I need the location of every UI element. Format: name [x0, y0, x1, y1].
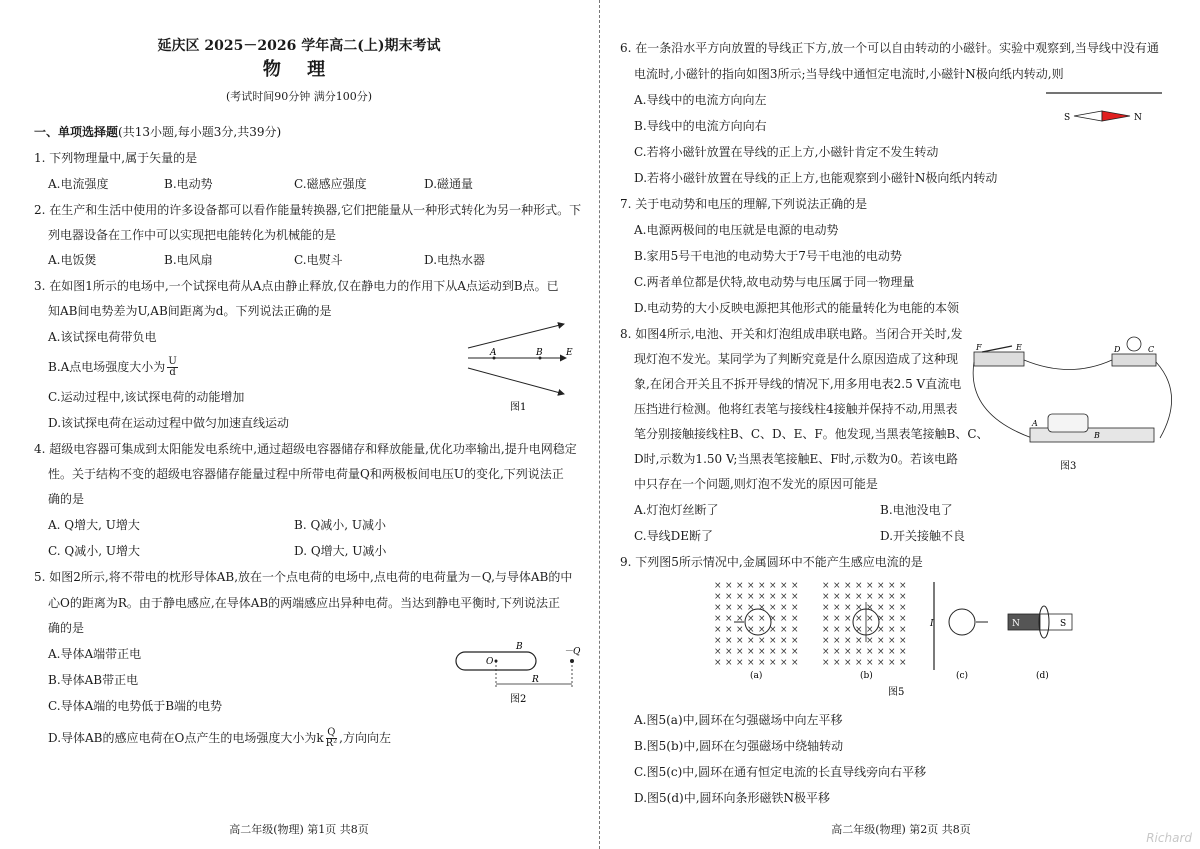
q5-fraction — [326, 728, 338, 749]
field-cross-mark: × — [888, 647, 896, 657]
label-s: S — [1064, 113, 1071, 123]
field-cross-mark: × — [791, 636, 799, 646]
field-cross-mark: × — [758, 625, 766, 635]
exam-info: (考试时间90分钟 满分100分) — [225, 90, 373, 103]
page-divider — [599, 0, 600, 849]
field-cross-mark: × — [888, 614, 896, 624]
field-cross-mark: × — [780, 592, 788, 602]
field-cross-mark: × — [758, 592, 766, 602]
q9-stem: 9. 下列图5所示情况中,金属圆环中不能产生感应电流的是 — [620, 555, 923, 569]
q5-option-c: C.导体A端的电势低于B端的电势 — [48, 699, 223, 713]
q2-option-d: D.电热水器 — [424, 253, 486, 267]
field-cross-mark: × — [877, 658, 885, 668]
label-e: E — [566, 348, 573, 358]
q4-option-a: A. Q增大, U增大 — [48, 518, 140, 532]
field-cross-mark: × — [855, 658, 863, 668]
q7-option-c: C.两者单位都是伏特,故电动势与电压属于同一物理量 — [634, 275, 915, 289]
field-cross-mark: × — [736, 625, 744, 635]
field-cross-mark: × — [855, 614, 863, 624]
field-cross-mark: × — [822, 625, 830, 635]
q9-option-a: A.图5(a)中,圆环在匀强磁场中向左平移 — [634, 713, 843, 727]
field-cross-mark: × — [833, 581, 841, 591]
field-cross-mark: × — [725, 592, 733, 602]
label-c: C — [1148, 345, 1155, 354]
q5-stem-1: 5. 如图2所示,将不带电的枕形导体AB,放在一个点电荷的电场中,点电荷的电荷量为－Q,与导体AB的中 — [34, 570, 573, 584]
field-cross-mark: × — [714, 636, 722, 646]
field-cross-mark: × — [877, 647, 885, 657]
field-cross-mark: × — [725, 647, 733, 657]
q2-option-b: B.电风扇 — [164, 253, 213, 267]
field-cross-mark: × — [855, 625, 863, 635]
field-cross-mark: × — [899, 581, 907, 591]
q3-option-b — [48, 355, 180, 379]
q3-stem-2: 知AB间电势差为U,AB间距离为d。下列说法正确的是 — [48, 304, 332, 318]
magnet-south — [1040, 614, 1072, 630]
battery — [1048, 414, 1088, 432]
field-cross-mark: × — [866, 658, 874, 668]
q3-option-c: C.运动过程中,该试探电荷的动能增加 — [48, 390, 245, 404]
field-cross-mark: × — [758, 647, 766, 657]
field-cross-mark: × — [791, 625, 799, 635]
figure-5-label: 图5 — [888, 687, 905, 698]
field-cross-mark: × — [855, 592, 863, 602]
field-cross-mark: × — [736, 581, 744, 591]
q5-option-a: A.导体A端带正电 — [48, 647, 142, 661]
q3-fraction-den: d — [169, 367, 176, 378]
field-cross-mark: × — [747, 592, 755, 602]
q6-option-b: B.导线中的电流方向向右 — [634, 119, 767, 133]
circuit-figure — [970, 334, 1198, 476]
field-cross-mark: × — [769, 603, 777, 613]
q9-option-c: C.图5(c)中,圆环在通有恒定电流的长直导线旁向右平移 — [634, 765, 927, 779]
field-cross-mark: × — [725, 636, 733, 646]
figure-1-field-lines — [462, 318, 580, 414]
field-cross-mark: × — [736, 636, 744, 646]
field-cross-mark: × — [855, 636, 863, 646]
field-cross-mark: × — [899, 636, 907, 646]
field-cross-mark: × — [844, 625, 852, 635]
q2-stem-2: 列电器设备在工作中可以实现把电能转化为机械能的是 — [48, 228, 337, 242]
field-cross-mark: × — [844, 647, 852, 657]
field-cross-mark: × — [758, 603, 766, 613]
field-cross-mark: × — [725, 603, 733, 613]
field-cross-mark: × — [877, 592, 885, 602]
compass-needle-figure — [1046, 88, 1164, 130]
field-cross-mark: × — [888, 581, 896, 591]
field-cross-mark: × — [769, 614, 777, 624]
field-cross-mark: × — [725, 658, 733, 668]
field-cross-mark: × — [899, 592, 907, 602]
field-cross-mark: × — [769, 625, 777, 635]
field-line-lower — [468, 368, 564, 394]
field-cross-mark: × — [822, 647, 830, 657]
caption-d: (d) — [1036, 671, 1049, 681]
q9-option-d: D.图5(d)中,圆环向条形磁铁N极平移 — [634, 791, 831, 805]
field-cross-mark: × — [833, 658, 841, 668]
field-cross-mark: × — [822, 581, 830, 591]
q8-stem-4: 压挡进行检测。他将红表笔与接线柱4接触并保持不动,用黑表 — [634, 402, 958, 416]
caption-c: (c) — [956, 671, 969, 681]
q5-option-d-tail: ,方向向左 — [339, 731, 391, 745]
field-cross-mark: × — [833, 603, 841, 613]
field-cross-mark: × — [714, 625, 722, 635]
q1-option-b: B.电动势 — [164, 177, 213, 191]
q8-stem-7: 中只存在一个问题,则灯泡不发光的原因可能是 — [634, 477, 878, 491]
q5-fraction-num: Q — [327, 727, 336, 738]
q8-stem-6: D时,示数为1.50 V;当黑表笔接触E、F时,示数为0。若该电路 — [634, 452, 959, 466]
label-q: －Q — [564, 647, 581, 657]
field-cross-mark: × — [822, 658, 830, 668]
field-cross-mark: × — [844, 603, 852, 613]
q5-fraction-den: R² — [325, 738, 338, 749]
label-b: B — [536, 348, 543, 358]
label-a: A — [490, 348, 497, 358]
q8-option-b: B.电池没电了 — [880, 503, 953, 517]
wire-cb — [1156, 362, 1172, 438]
field-cross-mark: × — [747, 647, 755, 657]
field-cross-mark: × — [747, 636, 755, 646]
q3-option-b-text: B.A点电场强度大小为 — [48, 360, 166, 374]
field-cross-mark: × — [833, 614, 841, 624]
field-cross-mark: × — [822, 592, 830, 602]
field-cross-mark: × — [780, 581, 788, 591]
label-o: O — [486, 657, 494, 667]
field-cross-mark: × — [758, 614, 766, 624]
right-page — [602, 0, 1200, 849]
q1-option-c: C.磁感应强度 — [294, 177, 367, 191]
field-cross-mark: × — [758, 581, 766, 591]
q8-stem-2: 现灯泡不发光。某同学为了判断究竟是什么原因造成了这种现 — [634, 352, 959, 366]
field-cross-mark: × — [791, 581, 799, 591]
field-cross-mark: × — [747, 614, 755, 624]
label-current: I — [930, 619, 934, 629]
q4-stem-1: 4. 超级电容器可集成到太阳能发电系统中,通过超级电容器储存和释放能量,优化功率输出,提升电网稳定 — [34, 442, 577, 456]
field-cross-mark: × — [899, 614, 907, 624]
field-cross-mark: × — [833, 592, 841, 602]
q3-option-a: A.该试探电荷带负电 — [48, 330, 157, 344]
field-cross-mark: × — [747, 625, 755, 635]
field-cross-mark: × — [736, 614, 744, 624]
field-cross-mark: × — [736, 592, 744, 602]
field-cross-mark: × — [888, 636, 896, 646]
field-cross-mark: × — [877, 636, 885, 646]
field-cross-mark: × — [780, 603, 788, 613]
q7-stem: 7. 关于电动势和电压的理解,下列说法正确的是 — [620, 197, 868, 211]
field-cross-mark: × — [866, 592, 874, 602]
figure-5 — [710, 578, 1094, 700]
q6-stem-1: 6. 在一条沿水平方向放置的导线正下方,放一个可以自由转动的小磁针。实验中观察到,当导线中没有通 — [620, 41, 1159, 55]
field-cross-mark: × — [855, 581, 863, 591]
exam-title: 延庆区 2025－2026 学年高二(上)期末考试 — [157, 38, 441, 54]
q8-stem-1: 8. 如图4所示,电池、开关和灯泡组成串联电路。当闭合开关时,发 — [620, 327, 963, 341]
field-cross-mark: × — [888, 603, 896, 613]
left-page — [0, 0, 598, 849]
q1-option-d: D.磁通量 — [424, 177, 474, 191]
q8-option-a: A.灯泡灯丝断了 — [634, 503, 719, 517]
field-cross-mark: × — [714, 581, 722, 591]
field-cross-mark: × — [725, 614, 733, 624]
field-cross-mark: × — [833, 636, 841, 646]
q1-stem: 1. 下列物理量中,属于矢量的是 — [34, 151, 198, 165]
field-cross-mark: × — [899, 647, 907, 657]
caption-b: (b) — [860, 671, 873, 681]
field-cross-mark: × — [791, 603, 799, 613]
field-cross-mark: × — [866, 625, 874, 635]
field-cross-mark: × — [888, 658, 896, 668]
q7-option-d: D.电动势的大小反映电源把其他形式的能量转化为电能的本领 — [634, 301, 960, 315]
label-r: R — [532, 675, 539, 685]
field-cross-mark: × — [769, 592, 777, 602]
field-cross-mark: × — [714, 658, 722, 668]
needle-north — [1102, 111, 1130, 121]
switch-base — [974, 352, 1024, 366]
field-cross-mark: × — [877, 614, 885, 624]
field-cross-mark: × — [736, 603, 744, 613]
q4-stem-3: 确的是 — [48, 492, 85, 506]
watermark: Richard — [1146, 831, 1192, 845]
label-n: N — [1134, 113, 1142, 123]
field-cross-mark: × — [855, 603, 863, 613]
q1-option-a: A.电流强度 — [48, 177, 109, 191]
field-cross-mark: × — [833, 625, 841, 635]
field-cross-mark: × — [877, 581, 885, 591]
field-cross-mark: × — [725, 581, 733, 591]
q5-option-d — [48, 726, 391, 750]
q8-stem-3: 象,在闭合开关且不拆开导线的情况下,用多用电表2.5 V直流电 — [634, 377, 962, 391]
field-cross-mark: × — [758, 636, 766, 646]
field-cross-mark: × — [769, 636, 777, 646]
field-cross-mark: × — [855, 647, 863, 657]
label-f: F — [976, 343, 982, 352]
switch-lever — [982, 346, 1012, 352]
field-cross-mark: × — [866, 614, 874, 624]
field-cross-mark: × — [866, 636, 874, 646]
field-cross-mark: × — [822, 636, 830, 646]
wire-fa — [973, 362, 1032, 438]
section-heading — [34, 124, 281, 140]
field-cross-mark: × — [791, 592, 799, 602]
q3-fraction-num: U — [168, 356, 177, 367]
q7-option-b: B.家用5号干电池的电动势大于7号干电池的电动势 — [634, 249, 902, 263]
label-n: N — [1012, 619, 1020, 629]
figure-3-label: 图3 — [1060, 461, 1077, 472]
q6-option-d: D.若将小磁针放置在导线的正上方,也能观察到小磁针N极向纸内转动 — [634, 171, 998, 185]
q5-option-b: B.导体AB带正电 — [48, 673, 139, 687]
needle-south — [1074, 111, 1102, 121]
field-cross-mark: × — [758, 658, 766, 668]
caption-a: (a) — [750, 671, 763, 681]
q8-option-d: D.开关接触不良 — [880, 529, 966, 543]
label-e: E — [1016, 343, 1022, 352]
field-cross-mark: × — [822, 603, 830, 613]
field-cross-mark: × — [844, 614, 852, 624]
q5-stem-3: 确的是 — [48, 621, 85, 635]
field-cross-mark: × — [877, 603, 885, 613]
q4-option-d: D. Q增大, U减小 — [294, 544, 387, 558]
field-cross-mark: × — [747, 603, 755, 613]
subject-title: 物 理 — [262, 59, 336, 80]
field-cross-mark: × — [899, 625, 907, 635]
field-cross-mark: × — [791, 647, 799, 657]
q6-option-c: C.若将小磁针放置在导线的正上方,小磁针肯定不发生转动 — [634, 145, 939, 159]
section-title: 一、单项选择题 — [34, 125, 119, 139]
figure-2-label: 图2 — [510, 694, 527, 705]
label-d: D — [1114, 345, 1121, 354]
field-cross-mark: × — [714, 647, 722, 657]
field-cross-mark: × — [822, 614, 830, 624]
field-cross-mark: × — [714, 592, 722, 602]
field-cross-mark: × — [844, 581, 852, 591]
magnetic-field-grid-b — [822, 581, 907, 668]
label-s: S — [1060, 619, 1067, 629]
q2-stem-1: 2. 在生产和生活中使用的许多设备都可以看作能量转换器,它们把能量从一种形式转化为另一种形式。下 — [34, 203, 582, 217]
field-cross-mark: × — [736, 658, 744, 668]
field-cross-mark: × — [736, 647, 744, 657]
field-cross-mark: × — [844, 636, 852, 646]
q7-option-a: A.电源两极间的电压就是电源的电动势 — [634, 223, 839, 237]
field-cross-mark: × — [866, 581, 874, 591]
label-a: A — [1032, 419, 1038, 428]
field-cross-mark: × — [780, 658, 788, 668]
field-cross-mark: × — [791, 658, 799, 668]
q4-stem-2: 性。关于结构不变的超级电容器储存能量过程中所带电荷量Q和两极板间电压U的变化,下列说法正 — [48, 467, 564, 481]
label-b: B — [1094, 431, 1100, 440]
figure-2-conductor — [452, 640, 587, 708]
field-line-upper — [468, 324, 564, 348]
field-cross-mark: × — [833, 647, 841, 657]
field-cross-mark: × — [747, 581, 755, 591]
field-cross-mark: × — [725, 625, 733, 635]
field-cross-mark: × — [714, 603, 722, 613]
field-cross-mark: × — [780, 636, 788, 646]
field-cross-mark: × — [769, 581, 777, 591]
field-cross-mark: × — [769, 647, 777, 657]
q6-option-a: A.导线中的电流方向向左 — [634, 93, 767, 107]
field-cross-mark: × — [888, 592, 896, 602]
q9-option-b: B.图5(b)中,圆环在匀强磁场中绕轴转动 — [634, 739, 844, 753]
q6-stem-2: 电流时,小磁针的指向如图3所示;当导线中通恒定电流时,小磁针N极向纸内转动,则 — [634, 67, 1064, 81]
q8-option-c: C.导线DE断了 — [634, 529, 713, 543]
field-cross-mark: × — [769, 658, 777, 668]
field-cross-mark: × — [899, 658, 907, 668]
field-cross-mark: × — [780, 614, 788, 624]
field-cross-mark: × — [866, 647, 874, 657]
section-note: (共13小题,每小题3分,共39分) — [118, 125, 282, 139]
q3-fraction — [167, 357, 177, 378]
field-cross-mark: × — [714, 614, 722, 624]
bulb-base — [1112, 354, 1156, 366]
q2-option-c: C.电熨斗 — [294, 253, 343, 267]
q5-stem-2: 心O的距离为R。由于静电感应,在导体AB的两端感应出异种电荷。当达到静电平衡时,下列说法正 — [48, 596, 560, 610]
q3-stem-1: 3. 在如图1所示的电场中,一个试探电荷从A点由静止释放,仅在静电力的作用下从A点运动到B点。已 — [34, 279, 559, 293]
ring-c — [949, 609, 975, 635]
figure-1-label: 图1 — [510, 402, 527, 413]
label-b: B — [516, 642, 523, 652]
footer-left: 高二年级(物理) 第1页 共8页 — [229, 823, 369, 836]
field-cross-mark: × — [747, 658, 755, 668]
bulb — [1127, 337, 1141, 351]
q3-option-d: D.该试探电荷在运动过程中做匀加速直线运动 — [48, 416, 290, 430]
q5-option-d-text: D.导体AB的感应电荷在O点产生的电场强度大小为k — [48, 731, 324, 745]
wire-de — [1024, 360, 1112, 370]
magnetic-field-grid-a — [714, 581, 799, 668]
q4-option-b: B. Q减小, U减小 — [294, 518, 387, 532]
field-cross-mark: × — [899, 603, 907, 613]
field-cross-mark: × — [888, 625, 896, 635]
field-cross-mark: × — [877, 625, 885, 635]
footer-right: 高二年级(物理) 第2页 共8页 — [831, 823, 971, 836]
field-cross-mark: × — [780, 625, 788, 635]
field-cross-mark: × — [844, 658, 852, 668]
field-cross-mark: × — [780, 647, 788, 657]
field-cross-mark: × — [791, 614, 799, 624]
q8-stem-5: 笔分别接触接线柱B、C、D、E、F。他发现,当黑表笔接触B、C、 — [634, 427, 989, 441]
q4-option-c: C. Q减小, U增大 — [48, 544, 140, 558]
field-cross-mark: × — [844, 592, 852, 602]
q2-option-a: A.电饭煲 — [48, 253, 97, 267]
field-cross-mark: × — [866, 603, 874, 613]
